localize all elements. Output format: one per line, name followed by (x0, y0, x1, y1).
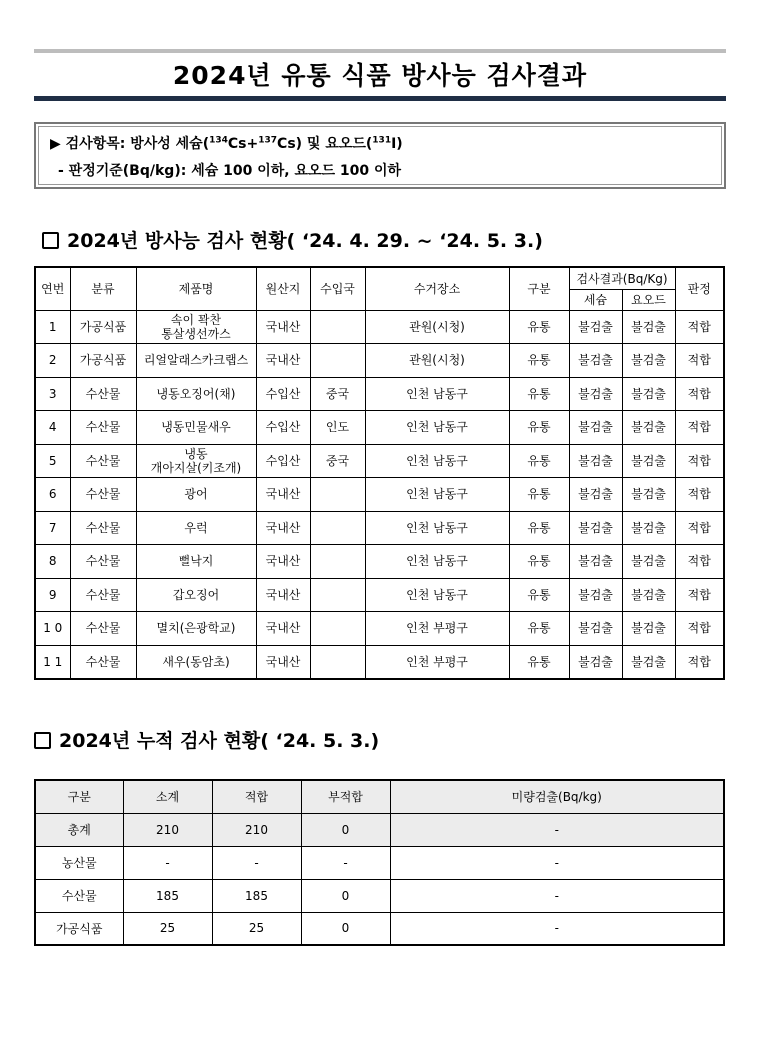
header-cesium: 세슘 (569, 289, 622, 310)
cell-location: 인천 남동구 (365, 444, 509, 478)
cell-no: 2 (35, 344, 70, 378)
cell-iodine: 불검출 (622, 511, 675, 545)
cell-type: 수산물 (35, 879, 123, 912)
cs134-mass-number: 134 (209, 135, 228, 146)
i131-symbol: I) (391, 136, 403, 152)
section-weekly-heading-text: 2024년 방사능 검사 현황( ‘24. 4. 29. ~ ‘24. 5. 3.) (67, 230, 543, 252)
header-import-country: 수입국 (310, 267, 365, 310)
cell-category: 수산물 (70, 478, 136, 512)
cell-iodine: 불검출 (622, 411, 675, 445)
cell-iodine: 불검출 (622, 310, 675, 344)
cell-fail: 0 (301, 912, 390, 945)
product-name-line: 갑오징어 (172, 587, 220, 602)
header-judgement: 판정 (675, 267, 724, 310)
page-title: 2024년 유통 식품 방사능 검사결과 (172, 61, 588, 90)
table-row (35, 813, 724, 846)
cell-trace: - (390, 879, 724, 912)
cell-import-country (310, 344, 365, 378)
cell-cesium: 불검출 (569, 612, 622, 646)
product-name-line: 냉동민물새우 (161, 420, 231, 435)
cell-type: 유통 (509, 377, 569, 411)
cell-cesium: 불검출 (569, 545, 622, 579)
cell-judgement: 적합 (675, 545, 724, 579)
table-row (35, 846, 724, 879)
cell-type: 유통 (509, 411, 569, 445)
cell-type: 유통 (509, 310, 569, 344)
cell-type: 유통 (509, 478, 569, 512)
cell-category: 수산물 (70, 545, 136, 579)
cell-import-country: 중국 (310, 377, 365, 411)
header-fail: 부적합 (301, 780, 390, 813)
section-weekly-heading (42, 226, 543, 253)
cell-fail: 0 (301, 813, 390, 846)
cell-judgement: 적합 (675, 377, 724, 411)
header-no: 연번 (35, 267, 70, 310)
cell-product (136, 377, 256, 411)
cell-cesium: 불검출 (569, 344, 622, 378)
cell-category: 수산물 (70, 377, 136, 411)
table-row (35, 377, 724, 411)
cell-subtotal: 25 (123, 912, 212, 945)
cell-trace: - (390, 912, 724, 945)
cell-iodine: 불검출 (622, 478, 675, 512)
cell-type: 총계 (35, 813, 123, 846)
cell-product (136, 645, 256, 679)
cell-type: 유통 (509, 578, 569, 612)
cell-subtotal: 185 (123, 879, 212, 912)
cell-type: 유통 (509, 444, 569, 478)
cell-no: 1 1 (35, 645, 70, 679)
cell-no: 8 (35, 545, 70, 579)
table-row (35, 344, 724, 378)
cell-type: 유통 (509, 645, 569, 679)
cell-location: 인천 부평구 (365, 612, 509, 646)
cell-import-country (310, 478, 365, 512)
cell-product (136, 545, 256, 579)
cell-origin: 국내산 (256, 645, 310, 679)
cell-import-country: 중국 (310, 444, 365, 478)
cell-origin: 국내산 (256, 478, 310, 512)
cell-type: 유통 (509, 344, 569, 378)
cell-iodine: 불검출 (622, 612, 675, 646)
cell-product (136, 411, 256, 445)
cell-import-country (310, 612, 365, 646)
cell-location: 관원(시청) (365, 344, 509, 378)
product-name-line: 광어 (184, 487, 208, 502)
cell-trace: - (390, 813, 724, 846)
cell-product (136, 478, 256, 512)
section-cumulative-heading-text: 2024년 누적 검사 현황( ‘24. 5. 3.) (59, 730, 380, 752)
cell-origin: 국내산 (256, 310, 310, 344)
cell-location: 인천 남동구 (365, 511, 509, 545)
cell-pass: 25 (212, 912, 301, 945)
cell-import-country (310, 511, 365, 545)
table-row (35, 912, 724, 945)
cell-no: 5 (35, 444, 70, 478)
cell-cesium: 불검출 (569, 645, 622, 679)
cell-product (136, 511, 256, 545)
criteria-items-line (50, 133, 403, 153)
table-row (35, 645, 724, 679)
cell-category: 가공식품 (70, 344, 136, 378)
table-row (35, 545, 724, 579)
product-name-line: 냉동오징어(채) (156, 386, 236, 401)
cell-type: 농산물 (35, 846, 123, 879)
cell-import-country (310, 578, 365, 612)
cell-product (136, 578, 256, 612)
cell-judgement: 적합 (675, 411, 724, 445)
cell-cesium: 불검출 (569, 411, 622, 445)
cell-judgement: 적합 (675, 612, 724, 646)
cell-no: 1 (35, 310, 70, 344)
cell-cesium: 불검출 (569, 310, 622, 344)
cs137-mass-number: 137 (258, 135, 278, 146)
product-name-line: 냉동 (184, 446, 208, 461)
cell-location: 관원(시청) (365, 310, 509, 344)
cell-judgement: 적합 (675, 645, 724, 679)
cell-category: 수산물 (70, 511, 136, 545)
cell-iodine: 불검출 (622, 377, 675, 411)
cell-subtotal: - (123, 846, 212, 879)
cell-origin: 수입산 (256, 411, 310, 445)
cell-cesium: 불검출 (569, 478, 622, 512)
top-rule (34, 49, 726, 53)
cell-judgement: 적합 (675, 511, 724, 545)
cell-product (136, 444, 256, 478)
cell-trace: - (390, 846, 724, 879)
cell-type: 유통 (509, 545, 569, 579)
header-location: 수거장소 (365, 267, 509, 310)
cell-no: 4 (35, 411, 70, 445)
cell-no: 3 (35, 377, 70, 411)
table-row (35, 879, 724, 912)
cell-iodine: 불검출 (622, 344, 675, 378)
cell-location: 인천 부평구 (365, 645, 509, 679)
cell-import-country (310, 545, 365, 579)
table-row (35, 444, 724, 478)
header-origin: 원산지 (256, 267, 310, 310)
product-name-line: 뻘낙지 (178, 554, 214, 569)
cell-category: 가공식품 (70, 310, 136, 344)
product-name-line: 리얼알래스카크랩스 (143, 353, 249, 368)
cell-location: 인천 남동구 (365, 578, 509, 612)
cell-subtotal: 210 (123, 813, 212, 846)
cell-judgement: 적합 (675, 478, 724, 512)
cell-pass: 185 (212, 879, 301, 912)
cell-category: 수산물 (70, 578, 136, 612)
criteria-box (34, 122, 726, 189)
product-name-line: 통살생선까스 (161, 326, 231, 341)
section-cumulative-heading (34, 726, 379, 753)
cell-origin: 수입산 (256, 444, 310, 478)
product-name-line: 우럭 (184, 520, 208, 535)
cell-iodine: 불검출 (622, 578, 675, 612)
cell-judgement: 적합 (675, 578, 724, 612)
cell-location: 인천 남동구 (365, 411, 509, 445)
cell-product (136, 310, 256, 344)
cell-type: 유통 (509, 511, 569, 545)
cell-origin: 국내산 (256, 511, 310, 545)
table-row (35, 578, 724, 612)
cs134-symbol: Cs+ (227, 136, 259, 152)
cell-origin: 국내산 (256, 344, 310, 378)
cell-iodine: 불검출 (622, 444, 675, 478)
cell-origin: 국내산 (256, 545, 310, 579)
header-pass: 적합 (212, 780, 301, 813)
cell-iodine: 불검출 (622, 545, 675, 579)
cell-cesium: 불검출 (569, 578, 622, 612)
header-type: 구분 (35, 780, 123, 813)
table-row (35, 612, 724, 646)
cell-cesium: 불검출 (569, 377, 622, 411)
table-row (35, 511, 724, 545)
cell-cesium: 불검출 (569, 511, 622, 545)
header-product: 제품명 (136, 267, 256, 310)
cell-category: 수산물 (70, 444, 136, 478)
header-subtotal: 소계 (123, 780, 212, 813)
cell-location: 인천 남동구 (365, 478, 509, 512)
cell-no: 9 (35, 578, 70, 612)
criteria-standard-line: - 판정기준(Bq/kg): 세슘 100 이하, 요오드 100 이하 (58, 163, 402, 179)
cell-location: 인천 남동구 (365, 545, 509, 579)
title-underline-bar (34, 96, 726, 101)
cell-location: 인천 남동구 (365, 377, 509, 411)
cs137-symbol: Cs) 및 요오드( (277, 136, 373, 152)
i131-mass-number: 131 (372, 135, 392, 146)
criteria-items-prefix: ▶ 검사항목: 방사성 세슘( (50, 136, 210, 152)
cell-category: 수산물 (70, 645, 136, 679)
cell-origin: 수입산 (256, 377, 310, 411)
cell-category: 수산물 (70, 612, 136, 646)
cell-import-country (310, 645, 365, 679)
product-name-line: 속이 꽉찬 (170, 312, 222, 327)
header-type: 구분 (509, 267, 569, 310)
cell-no: 7 (35, 511, 70, 545)
cell-product (136, 612, 256, 646)
cell-iodine: 불검출 (622, 645, 675, 679)
header-result: 검사결과(Bq/Kg) (569, 267, 675, 289)
cell-cesium: 불검출 (569, 444, 622, 478)
header-category: 분류 (70, 267, 136, 310)
cell-type: 가공식품 (35, 912, 123, 945)
cell-product (136, 344, 256, 378)
cell-judgement: 적합 (675, 310, 724, 344)
cell-no: 6 (35, 478, 70, 512)
cell-pass: - (212, 846, 301, 879)
weekly-results-table (34, 266, 725, 680)
cell-no: 1 0 (35, 612, 70, 646)
table-row (35, 411, 724, 445)
cell-type: 유통 (509, 612, 569, 646)
cell-import-country (310, 310, 365, 344)
cell-pass: 210 (212, 813, 301, 846)
product-name-line: 멸치(은광학교) (156, 621, 236, 636)
product-name-line: 새우(동암초) (162, 654, 230, 669)
cell-fail: 0 (301, 879, 390, 912)
cell-category: 수산물 (70, 411, 136, 445)
checkbox-icon (34, 732, 51, 749)
product-name-line: 개아지살(키조개) (150, 460, 242, 475)
checkbox-icon (42, 232, 59, 249)
cell-judgement: 적합 (675, 444, 724, 478)
cell-origin: 국내산 (256, 578, 310, 612)
header-trace: 미량검출(Bq/kg) (390, 780, 724, 813)
cell-import-country: 인도 (310, 411, 365, 445)
cell-fail: - (301, 846, 390, 879)
table-row (35, 310, 724, 344)
cumulative-results-table (34, 779, 725, 946)
cell-judgement: 적합 (675, 344, 724, 378)
header-iodine: 요오드 (622, 289, 675, 310)
table-row (35, 478, 724, 512)
cell-origin: 국내산 (256, 612, 310, 646)
